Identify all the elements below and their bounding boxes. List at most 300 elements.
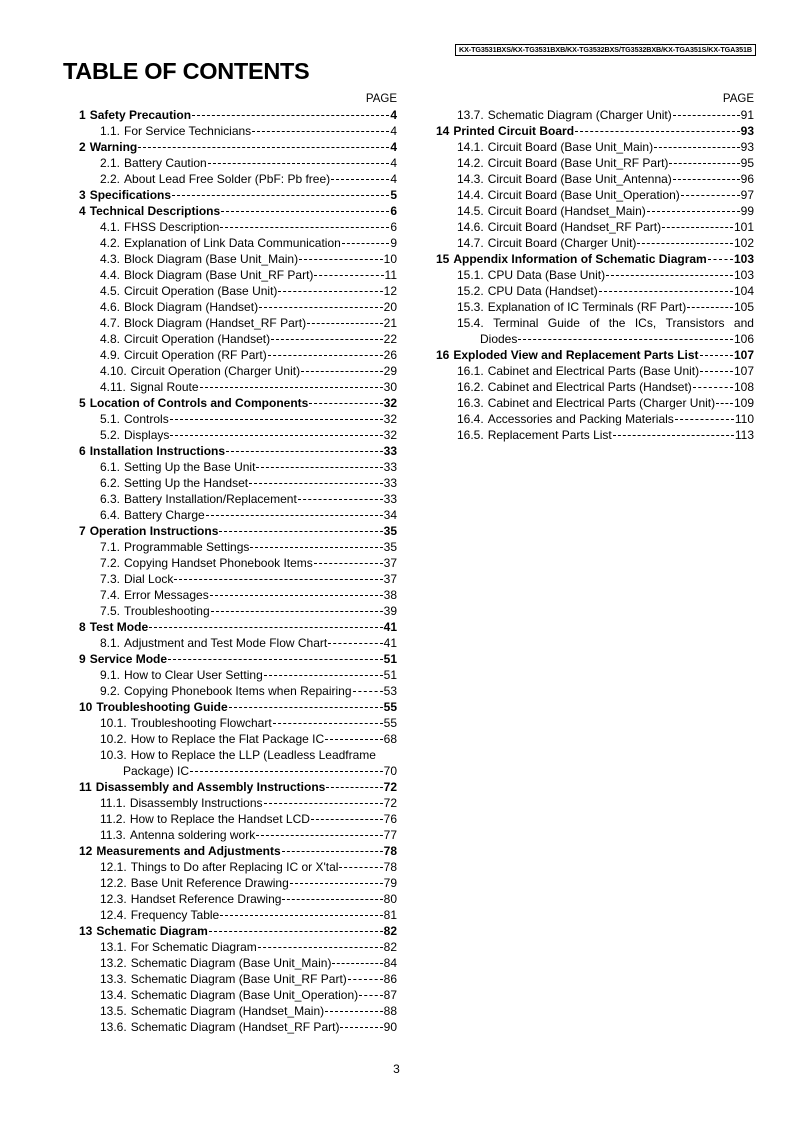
- toc-entry-page: 12: [383, 284, 397, 298]
- toc-subsection-entry[interactable]: [70, 1003, 397, 1019]
- toc-entry-number: 7: [79, 524, 86, 538]
- toc-subsection-entry[interactable]: [70, 795, 397, 811]
- toc-entry-number: 15.2.: [457, 284, 484, 298]
- toc-entry-title: Handset Reference Drawing: [130, 892, 282, 906]
- dot-leader: [220, 915, 382, 916]
- dot-leader: [353, 691, 383, 692]
- toc-entry-page: 20: [383, 300, 397, 314]
- toc-section-entry[interactable]: [70, 523, 397, 539]
- dot-leader: [606, 275, 733, 276]
- toc-subsection-entry[interactable]: [70, 875, 397, 891]
- toc-section-entry[interactable]: [427, 251, 754, 267]
- toc-entry-number: 4.5.: [100, 284, 121, 298]
- toc-entry-number: 15.1.: [457, 268, 484, 282]
- toc-entry-title: Setting Up the Base Unit: [124, 460, 256, 474]
- toc-entry-title: Printed Circuit Board: [453, 124, 575, 138]
- toc-entry[interactable]: [427, 315, 754, 347]
- toc-entry-title: How to Replace the LLP (Leadless Leadframe: [130, 748, 376, 762]
- toc-entry-number: 4.8.: [100, 332, 121, 346]
- toc-entry-title: Block Diagram (Base Unit_RF Part): [124, 268, 314, 282]
- dot-leader: [250, 547, 382, 548]
- toc-entry-title: FHSS Description: [124, 220, 220, 234]
- dot-leader: [342, 243, 390, 244]
- toc-entry-number: 5.1.: [100, 412, 121, 426]
- dot-leader: [637, 243, 733, 244]
- toc-entry-page: 34: [383, 508, 397, 522]
- toc-subsection-entry[interactable]: [70, 555, 397, 571]
- toc-section-entry[interactable]: [70, 779, 397, 795]
- toc-subsection-entry[interactable]: [70, 811, 397, 827]
- toc-entry-title: Disassembly Instructions: [129, 796, 263, 810]
- toc-entry-page: 4: [390, 172, 397, 186]
- toc-subsection-entry[interactable]: [70, 171, 397, 187]
- dot-leader: [301, 371, 383, 372]
- toc-subsection-entry[interactable]: [427, 139, 754, 155]
- dot-leader: [693, 387, 733, 388]
- toc-entry-title: Technical Descriptions: [89, 204, 221, 218]
- toc-entry-title: Measurements and Adjustments: [96, 844, 281, 858]
- toc-subsection-entry[interactable]: [70, 331, 397, 347]
- toc-subsection-entry[interactable]: [427, 427, 754, 443]
- toc-subsection-entry[interactable]: [70, 587, 397, 603]
- toc-entry-title: Cabinet and Electrical Parts (Base Unit): [487, 364, 700, 378]
- toc-entry-title: Block Diagram (Handset): [124, 300, 259, 314]
- toc-entry-number: 5: [79, 396, 86, 410]
- toc-entry-number: 3: [79, 188, 86, 202]
- toc-entry[interactable]: [70, 747, 397, 779]
- toc-entry-page: 32: [383, 396, 397, 410]
- toc-entry-first-line: [457, 315, 754, 331]
- toc-entry-number: 9: [79, 652, 86, 666]
- page-column-label: PAGE: [365, 93, 397, 105]
- toc-entry-title: Circuit Operation (RF Part): [124, 348, 267, 362]
- toc-entry-page: 109: [733, 396, 754, 410]
- toc-subsection-entry[interactable]: [70, 475, 397, 491]
- dot-leader: [673, 115, 740, 116]
- toc-subsection-entry[interactable]: [70, 267, 397, 283]
- toc-subsection-entry[interactable]: [70, 379, 397, 395]
- dot-leader: [307, 323, 383, 324]
- toc-entry-title: Battery Charge: [124, 508, 205, 522]
- toc-entry-number: 13: [79, 924, 93, 938]
- toc-entry-title: Test Mode: [89, 620, 149, 634]
- toc-entry-page: 95: [740, 156, 754, 170]
- toc-subsection-entry[interactable]: [427, 171, 754, 187]
- toc-entry-title: Adjustment and Test Mode Flow Chart: [124, 636, 328, 650]
- toc-entry-page: 26: [383, 348, 397, 362]
- dot-leader: [221, 211, 389, 212]
- toc-subsection-entry[interactable]: [70, 123, 397, 139]
- toc-subsection-entry[interactable]: [70, 235, 397, 251]
- toc-entry-title: Displays: [124, 428, 170, 442]
- toc-entry-page: 82: [383, 940, 397, 954]
- toc-entry-title-continued: Diodes: [480, 332, 518, 346]
- toc-entry-number: 7.3.: [100, 572, 121, 586]
- toc-subsection-entry[interactable]: [70, 907, 397, 923]
- toc-entry-title: Specifications: [89, 188, 172, 202]
- toc-entry-title: Schematic Diagram: [96, 924, 208, 938]
- toc-entry-title: Circuit Board (Handset_Main): [487, 204, 646, 218]
- toc-entry-number: 14.6.: [457, 220, 484, 234]
- toc-entry-title: Explanation of Link Data Communication: [124, 236, 341, 250]
- toc-entry-page: 5: [390, 188, 397, 202]
- toc-entry-title: Installation Instructions: [89, 444, 226, 458]
- toc-entry-title: Controls: [124, 412, 169, 426]
- dot-leader: [170, 435, 382, 436]
- toc-entry-title: Safety Precaution: [89, 108, 192, 122]
- toc-entry-title: Circuit Board (Base Unit_RF Part): [487, 156, 669, 170]
- toc-entry-page: 79: [383, 876, 397, 890]
- toc-entry-page: 38: [383, 588, 397, 602]
- toc-subsection-entry[interactable]: [70, 571, 397, 587]
- toc-section-entry[interactable]: [70, 651, 397, 667]
- toc-entry-title: Warning: [89, 140, 138, 154]
- toc-entry-number: 8: [79, 620, 86, 634]
- dot-leader: [716, 403, 733, 404]
- toc-subsection-entry[interactable]: [70, 731, 397, 747]
- toc-section-entry[interactable]: [70, 843, 397, 859]
- toc-subsection-entry[interactable]: [427, 267, 754, 283]
- model-number-box: KX-TG3531BXS/KX-TG3531BXB/KX-TG3532BXS/TG3532BXB/KX-TGA351S/KX-TGA351B: [455, 44, 756, 56]
- toc-subsection-entry[interactable]: [427, 299, 754, 315]
- toc-subsection-entry[interactable]: [70, 363, 397, 379]
- dot-leader: [613, 435, 734, 436]
- toc-subsection-entry[interactable]: [70, 251, 397, 267]
- toc-subsection-entry[interactable]: [70, 715, 397, 731]
- toc-entry-page: 102: [733, 236, 754, 250]
- toc-section-entry[interactable]: [427, 123, 754, 139]
- toc-entry-page: 51: [383, 652, 397, 666]
- toc-entry-page: 93: [740, 124, 754, 138]
- toc-entry-title: Battery Caution: [124, 156, 207, 170]
- toc-entry-title: Circuit Board (Handset_RF Part): [487, 220, 662, 234]
- toc-subsection-entry[interactable]: [427, 395, 754, 411]
- toc-entry-number: 16.5.: [457, 428, 484, 442]
- toc-entry-number: 13.1.: [100, 940, 127, 954]
- toc-entry-title: Block Diagram (Handset_RF Part): [124, 316, 307, 330]
- toc-entry-number: 9.1.: [100, 668, 121, 682]
- toc-subsection-entry[interactable]: [70, 155, 397, 171]
- toc-entry-title: Circuit Board (Charger Unit): [487, 236, 637, 250]
- toc-entry-page: 33: [383, 460, 397, 474]
- toc-entry-page: 80: [383, 892, 397, 906]
- toc-entry-number: 16: [436, 348, 450, 362]
- toc-entries-left: [70, 107, 397, 1035]
- toc-entry-title: Operation Instructions: [89, 524, 219, 538]
- toc-entry-number: 1: [79, 108, 86, 122]
- toc-entry-number: 11: [79, 780, 92, 794]
- dot-leader: [325, 1011, 383, 1012]
- dot-leader: [298, 499, 383, 500]
- toc-entry-page: 53: [383, 684, 397, 698]
- toc-entry-page: 88: [383, 1004, 397, 1018]
- toc-entry-page: 76: [383, 812, 397, 826]
- toc-subsection-entry[interactable]: [427, 187, 754, 203]
- toc-entry-page: 82: [383, 924, 397, 938]
- toc-entry-number: 12.3.: [100, 892, 127, 906]
- toc-subsection-entry[interactable]: [70, 459, 397, 475]
- toc-section-entry[interactable]: [427, 347, 754, 363]
- toc-column-left: [70, 91, 397, 1035]
- toc-entry-number: 14.7.: [457, 236, 484, 250]
- toc-entry-page: 37: [383, 556, 397, 570]
- toc-entry-page: 72: [383, 796, 397, 810]
- dot-leader: [575, 131, 740, 132]
- toc-entry-number: 5.2.: [100, 428, 121, 442]
- toc-entry-title: Explanation of IC Terminals (RF Part): [487, 300, 687, 314]
- toc-entry-number: 13.5.: [100, 1004, 127, 1018]
- toc-entry-number: 13.6.: [100, 1020, 127, 1034]
- toc-subsection-entry[interactable]: [70, 299, 397, 315]
- toc-subsection-entry[interactable]: [70, 635, 397, 651]
- toc-subsection-entry[interactable]: [70, 955, 397, 971]
- toc-entry-title: CPU Data (Handset): [487, 284, 598, 298]
- toc-entry-page: 96: [740, 172, 754, 186]
- dot-leader: [278, 291, 382, 292]
- toc-subsection-entry[interactable]: [70, 827, 397, 843]
- toc-entry-page: 93: [740, 140, 754, 154]
- toc-entry-number: 14: [436, 124, 450, 138]
- toc-entry-title: Error Messages: [124, 588, 209, 602]
- toc-entry-page: 22: [383, 332, 397, 346]
- dot-leader: [192, 115, 389, 116]
- toc-entry-page: 33: [383, 492, 397, 506]
- dot-leader: [654, 147, 740, 148]
- toc-subsection-entry[interactable]: [427, 203, 754, 219]
- toc-subsection-entry[interactable]: [70, 683, 397, 699]
- toc-section-entry[interactable]: [70, 395, 397, 411]
- dot-leader: [206, 515, 383, 516]
- toc-entry-page: 97: [740, 188, 754, 202]
- toc-entry-page: 6: [390, 204, 397, 218]
- toc-entry-page: 103: [733, 268, 754, 282]
- toc-entry-number: 7.1.: [100, 540, 121, 554]
- dot-leader: [170, 419, 383, 420]
- toc-entry-number: 4: [79, 204, 86, 218]
- toc-entry-page: 101: [733, 220, 754, 234]
- dot-leader: [258, 947, 383, 948]
- toc-subsection-entry[interactable]: [70, 891, 397, 907]
- toc-entry-word: Terminal: [493, 316, 539, 330]
- toc-entry-number: 13.7.: [457, 108, 484, 122]
- toc-entry-page: 21: [383, 316, 397, 330]
- toc-entry-page: 105: [733, 300, 754, 314]
- toc-entry-title: Troubleshooting Flowchart: [130, 716, 272, 730]
- toc-subsection-entry[interactable]: [70, 939, 397, 955]
- dot-leader: [264, 803, 383, 804]
- toc-entry-page: 99: [740, 204, 754, 218]
- dot-leader: [210, 595, 383, 596]
- toc-entry-number: 7.5.: [100, 604, 121, 618]
- toc-subsection-entry[interactable]: [70, 1019, 397, 1035]
- toc-entry-title: Base Unit Reference Drawing: [130, 876, 289, 890]
- dot-leader: [328, 643, 382, 644]
- dot-leader: [340, 1027, 382, 1028]
- toc-entry-title: Setting Up the Handset: [124, 476, 249, 490]
- toc-entry-page: 113: [734, 428, 754, 442]
- toc-subsection-entry[interactable]: [427, 379, 754, 395]
- toc-entry-page: 4: [390, 124, 397, 138]
- toc-subsection-entry[interactable]: [70, 315, 397, 331]
- toc-entry-page: 41: [383, 620, 397, 634]
- toc-entry-number: 4.3.: [100, 252, 121, 266]
- toc-entry-number: 4.4.: [100, 268, 121, 282]
- toc-entry-title: Schematic Diagram (Charger Unit): [487, 108, 672, 122]
- toc-entry-title: Schematic Diagram (Handset_Main): [130, 1004, 325, 1018]
- toc-entry-title: For Service Technicians: [124, 124, 252, 138]
- toc-entry-number: 15.3.: [457, 300, 484, 314]
- toc-entry-number: 6: [79, 444, 86, 458]
- toc-entry-title: Things to Do after Replacing IC or X'tal: [130, 860, 339, 874]
- toc-subsection-entry[interactable]: [70, 411, 397, 427]
- toc-entry-page: 55: [383, 700, 397, 714]
- dot-leader: [264, 675, 383, 676]
- toc-entry-number: 10.3.: [100, 748, 127, 762]
- dot-leader: [518, 339, 733, 340]
- toc-entry-number: 12.1.: [100, 860, 127, 874]
- toc-entry-continuation: [457, 331, 754, 347]
- toc-entry-first-line: [100, 747, 397, 763]
- toc-subsection-entry[interactable]: [427, 107, 754, 123]
- toc-entry-title: Accessories and Packing Materials: [487, 412, 674, 426]
- toc-entry-number: 2: [79, 140, 86, 154]
- toc-section-entry[interactable]: [70, 619, 397, 635]
- dot-leader: [299, 259, 383, 260]
- toc-entry-page: 81: [383, 908, 397, 922]
- toc-section-entry[interactable]: [70, 139, 397, 155]
- dot-leader: [359, 995, 383, 996]
- toc-subsection-entry[interactable]: [70, 491, 397, 507]
- dot-leader: [647, 211, 740, 212]
- toc-subsection-entry[interactable]: [70, 219, 397, 235]
- dot-leader: [149, 627, 383, 628]
- toc-entry-word: of: [589, 316, 600, 330]
- toc-subsection-entry[interactable]: [427, 155, 754, 171]
- toc-entry-page: 32: [383, 428, 397, 442]
- dot-leader: [200, 387, 383, 388]
- toc-entry-title: Schematic Diagram (Handset_RF Part): [130, 1020, 340, 1034]
- toc-entry-title: About Lead Free Solder (PbF: Pb free): [124, 172, 331, 186]
- toc-entry-page: 68: [383, 732, 397, 746]
- toc-entry-number: 11.2.: [100, 812, 126, 826]
- toc-section-entry[interactable]: [70, 203, 397, 219]
- toc-section-entry[interactable]: [70, 443, 397, 459]
- dot-leader: [271, 339, 383, 340]
- dot-leader: [348, 979, 383, 980]
- toc-section-entry[interactable]: [70, 107, 397, 123]
- dot-leader: [229, 707, 383, 708]
- toc-subsection-entry[interactable]: [70, 507, 397, 523]
- toc-entry-title: Service Mode: [89, 652, 168, 666]
- dot-leader: [268, 355, 383, 356]
- toc-subsection-entry[interactable]: [70, 971, 397, 987]
- dot-leader: [219, 531, 382, 532]
- toc-entry-page: 41: [383, 636, 397, 650]
- toc-entry-number: 11.3.: [100, 828, 126, 842]
- toc-entry-number: 12.4.: [100, 908, 127, 922]
- toc-entry-number: 4.6.: [100, 300, 121, 314]
- toc-subsection-entry[interactable]: [70, 427, 397, 443]
- dot-leader: [208, 163, 390, 164]
- toc-subsection-entry[interactable]: [70, 347, 397, 363]
- dot-leader: [662, 227, 733, 228]
- toc-entry-title: Block Diagram (Base Unit_Main): [124, 252, 299, 266]
- toc-entry-number: 12: [79, 844, 93, 858]
- toc-entry-title: Schematic Diagram (Base Unit_Operation): [130, 988, 359, 1002]
- toc-entry-number: 13.4.: [100, 988, 127, 1002]
- dot-leader: [314, 563, 383, 564]
- toc-subsection-entry[interactable]: [70, 859, 397, 875]
- toc-entry-number: 16.1.: [457, 364, 484, 378]
- toc-entries-right: [427, 107, 754, 443]
- toc-entry-page: 84: [383, 956, 397, 970]
- toc-subsection-entry[interactable]: [427, 411, 754, 427]
- toc-subsection-entry[interactable]: [427, 219, 754, 235]
- dot-leader: [687, 307, 733, 308]
- toc-subsection-entry[interactable]: [70, 603, 397, 619]
- toc-subsection-entry[interactable]: [70, 667, 397, 683]
- dot-leader: [282, 851, 383, 852]
- toc-entry-title: Circuit Operation (Charger Unit): [130, 364, 301, 378]
- toc-entry-page: 29: [383, 364, 397, 378]
- dot-leader: [211, 611, 383, 612]
- dot-leader: [290, 883, 383, 884]
- toc-entry-page: 77: [383, 828, 397, 842]
- toc-subsection-entry[interactable]: [427, 363, 754, 379]
- toc-entry-number: 4.11.: [100, 380, 126, 394]
- dot-leader: [708, 259, 733, 260]
- toc-entry-title: Schematic Diagram (Base Unit_RF Part): [130, 972, 347, 986]
- toc-entry-page: 30: [383, 380, 397, 394]
- toc-entry-number: 2.1.: [100, 156, 121, 170]
- toc-subsection-entry[interactable]: [70, 987, 397, 1003]
- toc-entry-page: 4: [390, 108, 397, 122]
- dot-leader: [332, 963, 382, 964]
- toc-entry-title: Schematic Diagram (Base Unit_Main): [130, 956, 332, 970]
- page-number: 3: [393, 1062, 400, 1076]
- toc-entry-word: and: [733, 316, 754, 330]
- dot-leader: [220, 227, 389, 228]
- toc-entry-page: 110: [734, 412, 754, 426]
- toc-entry-number: 1.1.: [100, 124, 121, 138]
- dot-leader: [673, 179, 740, 180]
- toc-entry-title: Cabinet and Electrical Parts (Handset): [487, 380, 692, 394]
- toc-entry-page: 32: [383, 412, 397, 426]
- toc-entry-title: Programmable Settings: [124, 540, 250, 554]
- dot-leader: [331, 179, 389, 180]
- dot-leader: [314, 275, 383, 276]
- dot-leader: [599, 291, 733, 292]
- toc-entry-title: Copying Handset Phonebook Items: [124, 556, 313, 570]
- toc-entry-title: Exploded View and Replacement Parts List: [453, 348, 699, 362]
- toc-entry-number: 14.3.: [457, 172, 484, 186]
- toc-entry-title: Antenna soldering work: [129, 828, 256, 842]
- page-column-label: PAGE: [722, 93, 754, 105]
- toc-subsection-entry[interactable]: [427, 283, 754, 299]
- toc-section-entry[interactable]: [70, 187, 397, 203]
- toc-entry-title-continued: Package) IC: [123, 764, 190, 778]
- toc-entry-page: 4: [390, 140, 397, 154]
- toc-entry-number: 11.1.: [100, 796, 126, 810]
- toc-entry-title: Cabinet and Electrical Parts (Charger Unit): [487, 396, 716, 410]
- toc-section-entry[interactable]: [70, 923, 397, 939]
- toc-subsection-entry[interactable]: [70, 283, 397, 299]
- toc-subsection-entry[interactable]: [427, 235, 754, 251]
- toc-section-entry[interactable]: [70, 699, 397, 715]
- toc-subsection-entry[interactable]: [70, 539, 397, 555]
- toc-entry-page: 107: [733, 364, 754, 378]
- toc-entry-page: 78: [383, 860, 397, 874]
